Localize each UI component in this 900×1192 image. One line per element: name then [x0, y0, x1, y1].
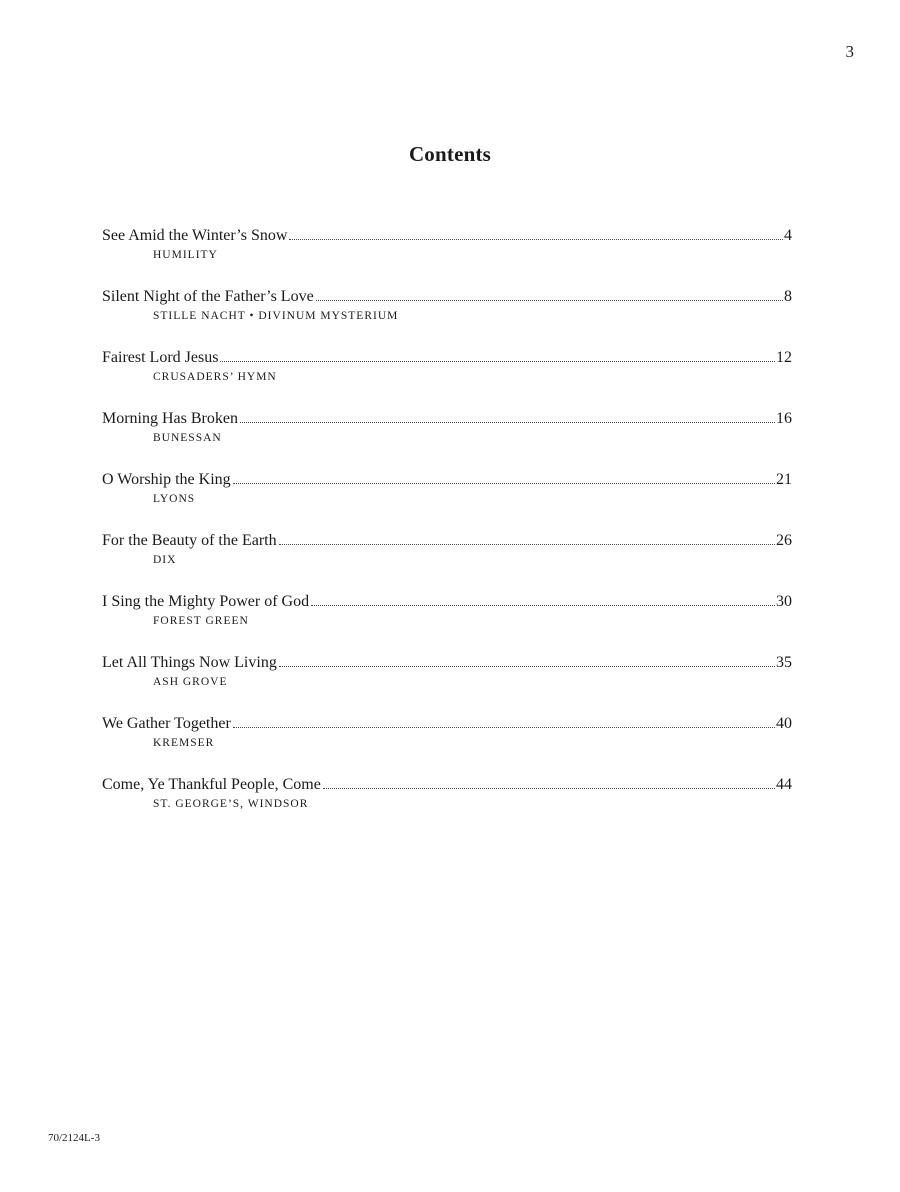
table-of-contents: [102, 225, 792, 835]
dot-leader: [279, 666, 775, 667]
tune-name: DIX: [153, 554, 177, 566]
page-ref: 44: [776, 776, 792, 793]
tune-name: LYONS: [153, 493, 196, 505]
dot-leader: [311, 605, 775, 606]
tune-name: CRUSADERS’ HYMN: [153, 371, 277, 383]
page-ref: 12: [776, 349, 792, 366]
toc-entry: [102, 347, 792, 408]
catalog-number: 70/2124L-3: [48, 1132, 100, 1144]
page-title: Contents: [408, 142, 492, 166]
page-ref: 21: [776, 471, 792, 488]
toc-entry: [102, 652, 792, 713]
toc-entry: [102, 713, 792, 774]
toc-entry: [102, 408, 792, 469]
song-title: Morning Has Broken: [102, 410, 238, 427]
dot-leader: [289, 239, 783, 240]
dot-leader: [240, 422, 775, 423]
tune-name: STILLE NACHT • DIVINUM MYSTERIUM: [153, 310, 399, 322]
tune-name: ST. GEORGE’S, WINDSOR: [153, 798, 309, 810]
toc-entry: [102, 774, 792, 835]
song-title: O Worship the King: [102, 471, 231, 488]
song-title: Come, Ye Thankful People, Come: [102, 776, 321, 793]
page-ref: 8: [784, 288, 792, 305]
page-ref: 30: [776, 593, 792, 610]
toc-entry: [102, 591, 792, 652]
song-title: I Sing the Mighty Power of God: [102, 593, 310, 610]
song-title: We Gather Together: [102, 715, 231, 732]
page-ref: 4: [784, 227, 792, 244]
dot-leader: [233, 727, 775, 728]
tune-name: ASH GROVE: [153, 676, 228, 688]
page-ref: 16: [776, 410, 792, 427]
song-title: Fairest Lord Jesus: [102, 349, 219, 366]
song-title: Let All Things Now Living: [102, 654, 277, 671]
page-ref: 26: [776, 532, 792, 549]
song-title: Silent Night of the Father’s Love: [102, 288, 314, 305]
page-ref: 35: [776, 654, 792, 671]
dot-leader: [279, 544, 775, 545]
dot-leader: [220, 361, 775, 362]
dot-leader: [323, 788, 775, 789]
tune-name: FOREST GREEN: [153, 615, 249, 627]
tune-name: KREMSER: [153, 737, 215, 749]
toc-entry: [102, 469, 792, 530]
toc-entry: [102, 530, 792, 591]
song-title: See Amid the Winter’s Snow: [102, 227, 288, 244]
page-ref: 40: [776, 715, 792, 732]
tune-name: HUMILITY: [153, 249, 218, 261]
dot-leader: [316, 300, 783, 301]
dot-leader: [233, 483, 775, 484]
toc-entry: [102, 286, 792, 347]
toc-entry: [102, 225, 792, 286]
song-title: For the Beauty of the Earth: [102, 532, 277, 549]
page-number: 3: [845, 42, 854, 61]
tune-name: BUNESSAN: [153, 432, 222, 444]
